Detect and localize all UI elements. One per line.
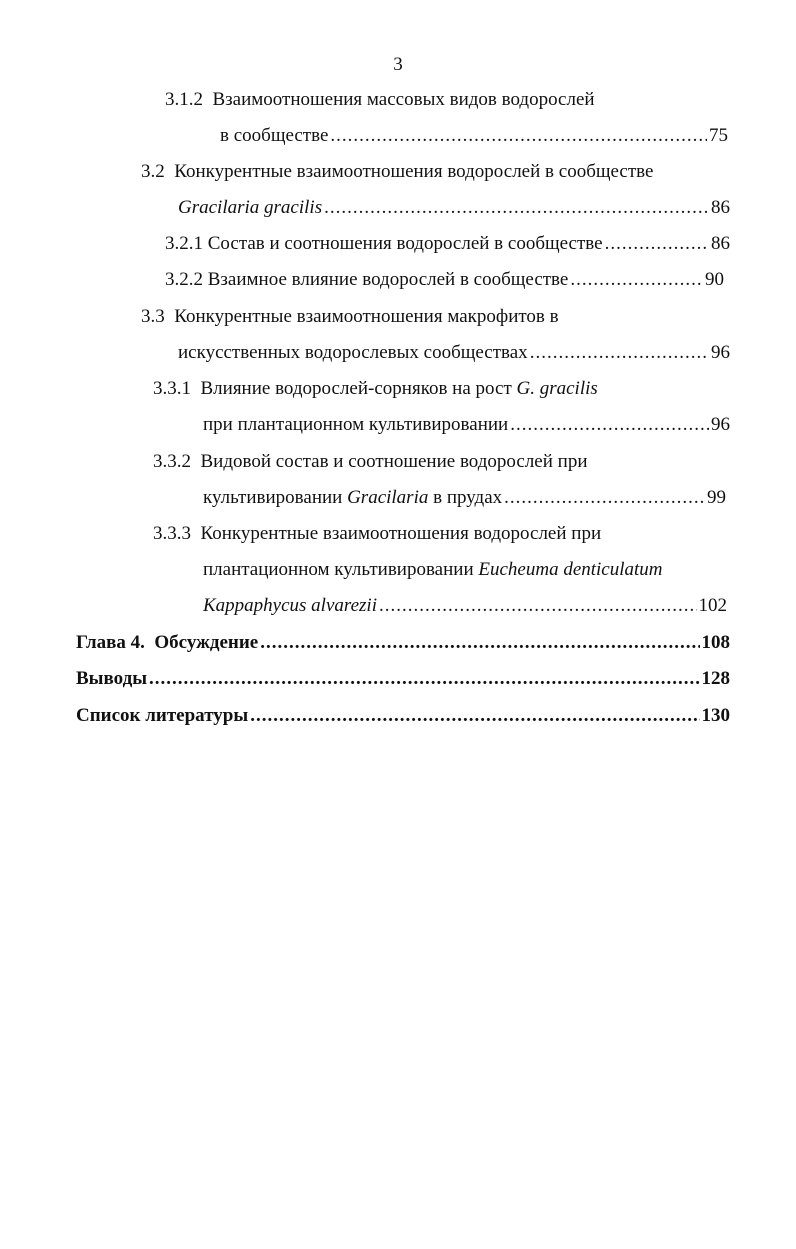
toc-number: 3.2 xyxy=(141,161,165,182)
toc-leader xyxy=(379,592,697,620)
toc-entry-chapter-4 xyxy=(76,629,730,657)
toc-title-italic: Gracilaria gracilis xyxy=(178,197,323,218)
toc-title-italic: Eucheuma denticulatum xyxy=(478,559,663,580)
toc-title: в прудах xyxy=(428,487,503,508)
toc-title: Выводы xyxy=(76,668,148,689)
toc-entry-3-3-2-line1 xyxy=(153,448,588,476)
toc-page: 99 xyxy=(707,487,726,508)
toc-title: искусственных водорослевых сообществах xyxy=(178,342,528,363)
toc-number: 3.3.2 xyxy=(153,451,191,472)
toc-entry-3-2-1 xyxy=(165,230,730,258)
toc-entry-3-3-1-line2 xyxy=(203,411,730,439)
toc-entry-3-2-line1 xyxy=(141,158,653,186)
toc-leader xyxy=(530,339,709,367)
toc-page: 86 xyxy=(711,197,730,218)
toc-title: Видовой состав и соотношение водорослей при xyxy=(200,451,588,472)
toc-title-italic: Gracilaria xyxy=(347,487,429,508)
toc-leader xyxy=(605,230,709,258)
toc-title-italic: G. gracilis xyxy=(516,378,598,399)
toc-title: плантационном культивировании xyxy=(203,559,479,580)
toc-title: культивировании xyxy=(203,487,348,508)
page-number: 3 xyxy=(393,54,403,75)
toc-entry-3-3-2-line2 xyxy=(203,484,726,512)
toc-title: Конкурентные взаимоотношения макрофитов в xyxy=(174,306,559,327)
toc-number: 3.2.2 xyxy=(165,269,203,290)
toc-page: 128 xyxy=(701,668,730,689)
toc-page: 96 xyxy=(711,342,730,363)
toc-number: 3.3.1 xyxy=(153,378,191,399)
toc-page: 75 xyxy=(709,125,728,146)
toc-leader xyxy=(149,665,699,693)
toc-title: Конкурентные взаимоотношения водорослей при xyxy=(200,523,602,544)
toc-title: при плантационном культивировании xyxy=(203,414,509,435)
toc-entry-3-3-3-line1 xyxy=(153,520,601,548)
toc-number: 3.1.2 xyxy=(165,89,203,110)
toc-entry-3-3-1-line1 xyxy=(153,375,598,403)
toc-title: Конкурентные взаимоотношения водорослей в сообществе xyxy=(174,161,654,182)
toc-number: 3.2.1 xyxy=(165,233,203,254)
toc-number: 3.3.3 xyxy=(153,523,191,544)
toc-entry-3-3-line1 xyxy=(141,303,559,331)
toc-entry-3-2-2 xyxy=(165,266,724,294)
toc-number: 3.3 xyxy=(141,306,165,327)
toc-title-italic: Kappaphycus alvarezii xyxy=(203,595,377,616)
toc-entry-3-3-line2 xyxy=(178,339,730,367)
toc-leader xyxy=(504,484,705,512)
toc-title: Взаимоотношения массовых видов водорослей xyxy=(212,89,595,110)
toc-page: 102 xyxy=(698,595,727,616)
toc-leader xyxy=(510,411,709,439)
toc-page: 108 xyxy=(701,632,730,653)
toc-entry-3-2-line2 xyxy=(178,194,730,222)
toc-page: 86 xyxy=(711,233,730,254)
toc-title: Обсуждение xyxy=(154,632,259,653)
toc-title: Влияние водорослей-сорняков на рост xyxy=(200,378,517,399)
toc-entry-3-3-3-line3 xyxy=(203,592,727,620)
toc-page: 90 xyxy=(705,269,724,290)
toc-entry-3-3-3-line2 xyxy=(203,556,663,584)
toc-title: Взаимное влияние водорослей в сообществе xyxy=(207,269,569,290)
toc-page: 96 xyxy=(711,414,730,435)
toc-entry-conclusions xyxy=(76,665,730,693)
toc-title: Список литературы xyxy=(76,705,249,726)
toc-entry-3-1-2-line2 xyxy=(220,122,728,150)
toc-leader xyxy=(324,194,709,222)
toc-leader xyxy=(260,629,699,657)
toc-leader xyxy=(250,702,699,730)
toc-title: в сообществе xyxy=(220,125,329,146)
toc-page: 130 xyxy=(701,705,730,726)
toc-title: Состав и соотношения водорослей в сообществе xyxy=(207,233,603,254)
toc-entry-3-1-2-line1 xyxy=(165,86,595,114)
toc-leader xyxy=(330,122,707,150)
toc-chapter-label: Глава 4. xyxy=(76,632,145,653)
toc-entry-references xyxy=(76,702,730,730)
toc-leader xyxy=(570,266,703,294)
